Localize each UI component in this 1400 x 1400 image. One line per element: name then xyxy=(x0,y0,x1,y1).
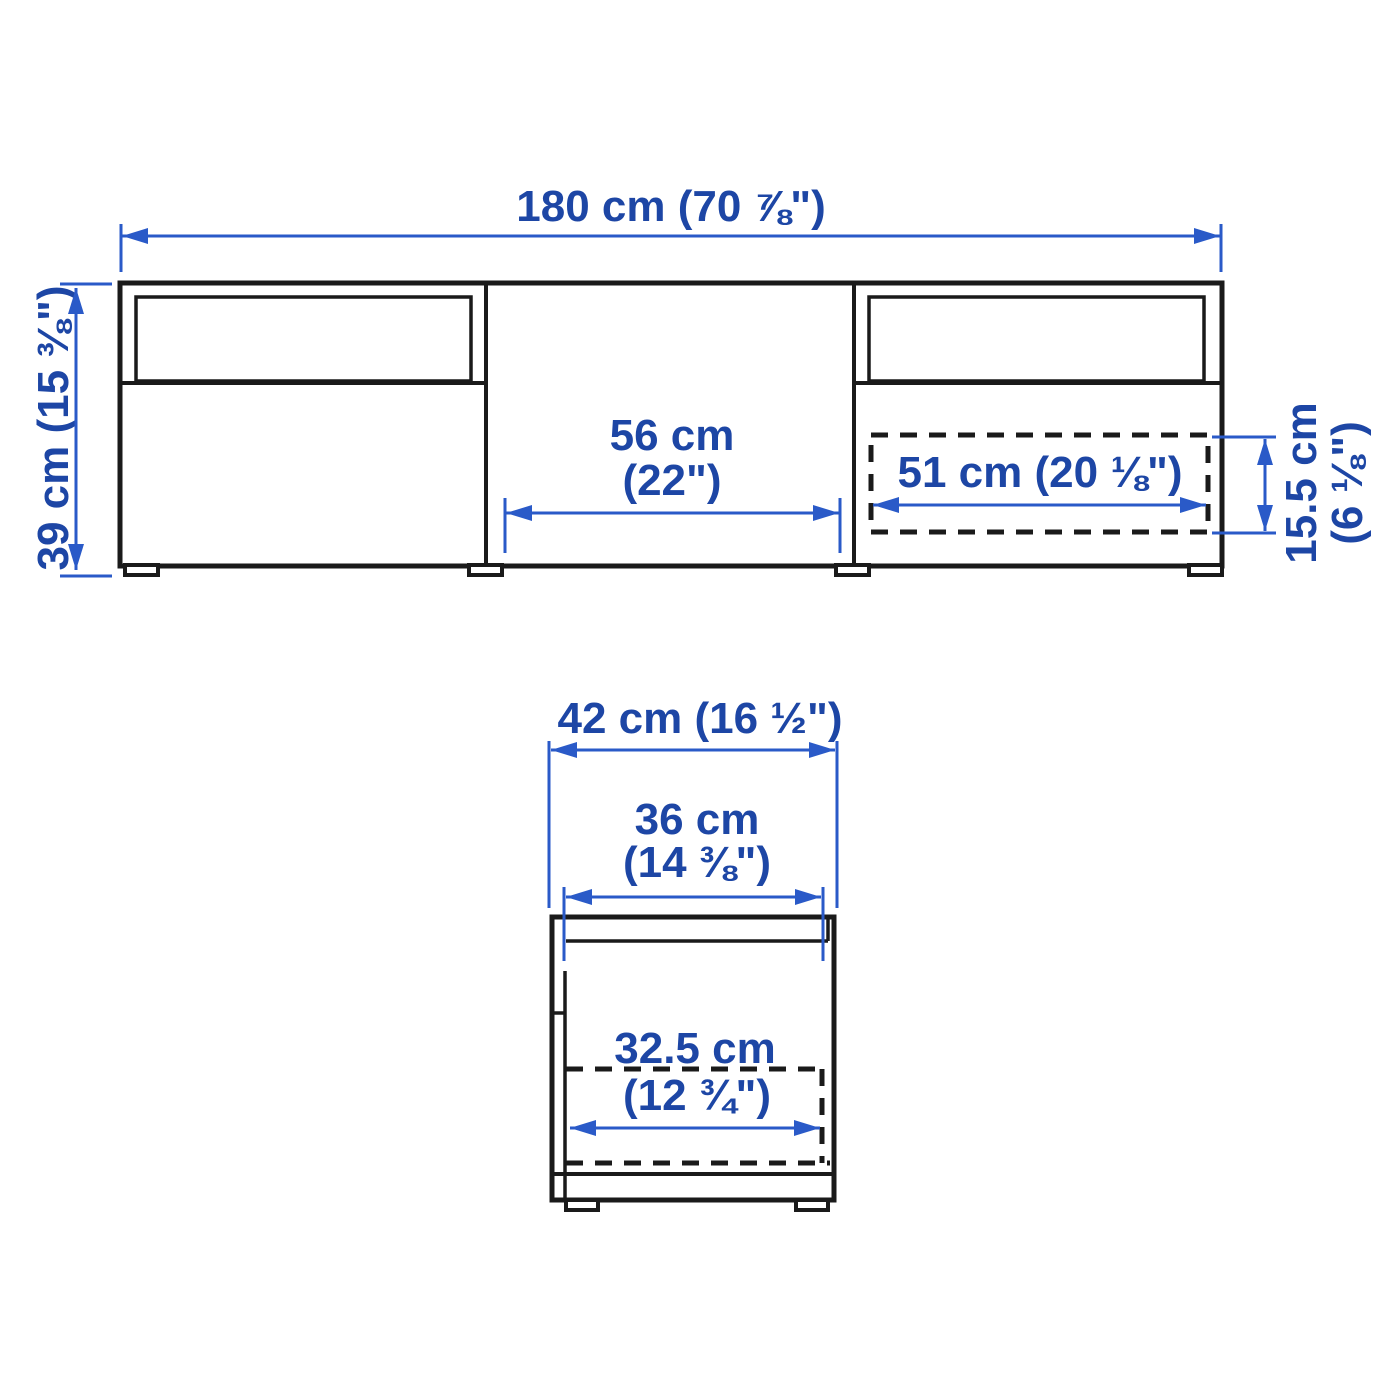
front-foot-1 xyxy=(125,565,158,575)
front-foot-3 xyxy=(836,565,869,575)
inner-depth-dimension xyxy=(564,795,823,961)
front-foot-4 xyxy=(1189,565,1222,575)
side-foot-2 xyxy=(796,1200,828,1210)
drawer-inner-depth-dimension xyxy=(570,1024,820,1128)
overall-depth-label: 42 cm (16 ½") xyxy=(557,694,843,743)
front-foot-2 xyxy=(469,565,502,575)
middle-opening-width-dimension xyxy=(505,411,840,553)
middle-opening-width-label-line2: (22") xyxy=(622,456,722,505)
inner-depth-label-line1: 36 cm xyxy=(634,795,760,844)
right-open-shelf xyxy=(869,297,1204,381)
drawer-inner-depth-label-line1: 32.5 cm xyxy=(614,1024,776,1073)
left-open-shelf xyxy=(136,297,471,381)
overall-height-label: 39 cm (15 ⅜") xyxy=(29,285,78,571)
side-foot-1 xyxy=(566,1200,598,1210)
drawer-inner-width-label: 51 cm (20 ⅛") xyxy=(897,448,1183,497)
drawer-inner-height-label-line1: 15.5 cm xyxy=(1277,402,1326,564)
overall-height-dimension xyxy=(29,284,112,576)
inner-depth-label-line2: (14 ⅜") xyxy=(622,838,772,887)
drawer-inner-height-dimension xyxy=(1212,402,1372,563)
middle-opening-width-label-line1: 56 cm xyxy=(609,411,735,460)
drawer-inner-height-label-line2: (6 ⅛") xyxy=(1323,421,1372,545)
drawer-inner-depth-label-line2: (12 ¾") xyxy=(622,1071,772,1120)
overall-width-dimension xyxy=(121,182,1221,272)
drawer-inner-width-dimension xyxy=(873,448,1206,505)
overall-width-label: 180 cm (70 ⅞") xyxy=(516,182,826,231)
